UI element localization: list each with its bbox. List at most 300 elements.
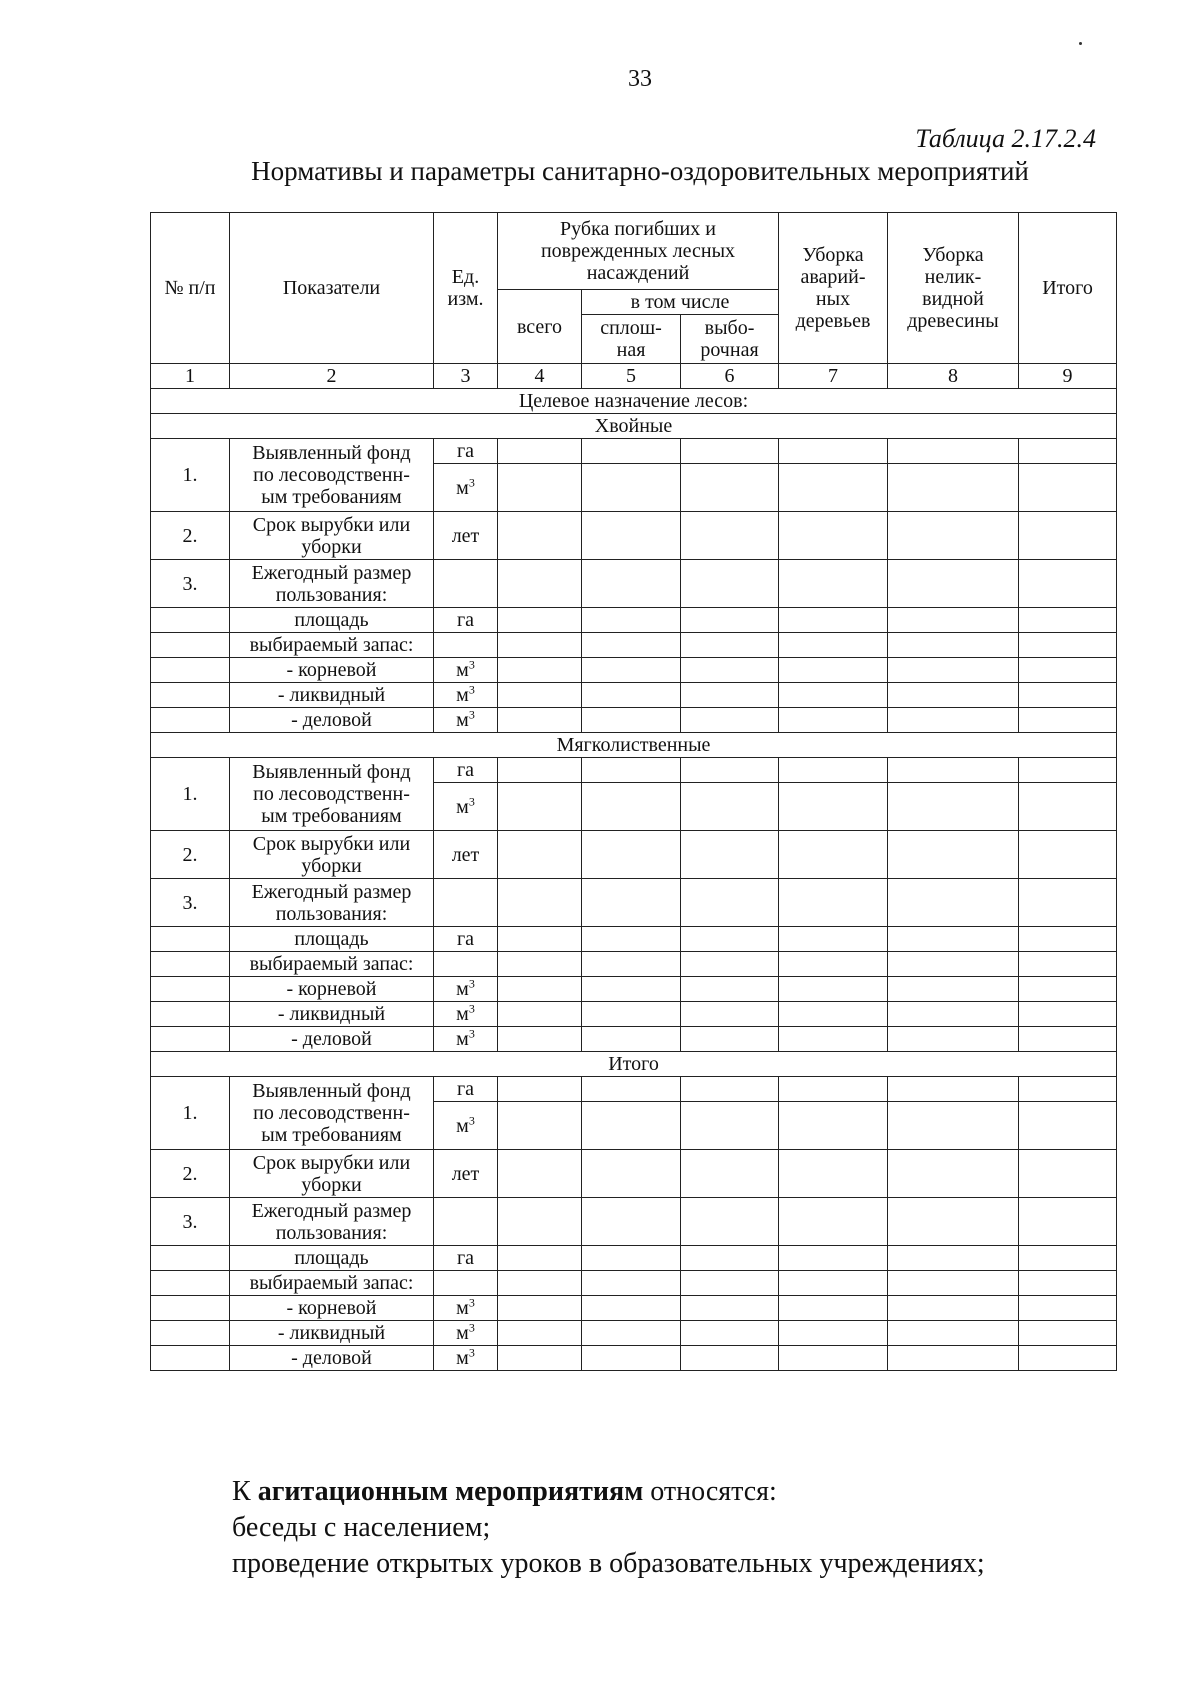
value-cell (498, 977, 582, 1002)
section-title: Итого (151, 1052, 1117, 1077)
header-indicators: Показатели (230, 213, 434, 364)
value-cell (582, 879, 681, 927)
value-cell (779, 1002, 888, 1027)
value-cell (582, 608, 681, 633)
value-cell (1019, 952, 1117, 977)
row-label: Ежегодный размер пользования: (230, 560, 434, 608)
value-cell (888, 783, 1019, 831)
unit-cell (434, 879, 498, 927)
header-row-1 (151, 213, 1117, 290)
value-cell (582, 1246, 681, 1271)
value-cell (498, 1296, 582, 1321)
value-cell (888, 879, 1019, 927)
value-cell (779, 1346, 888, 1371)
value-cell (498, 1346, 582, 1371)
row-number (151, 952, 230, 977)
col-number: 1 (151, 364, 230, 389)
value-cell (498, 1198, 582, 1246)
row-label: - ликвидный (230, 1321, 434, 1346)
value-cell (888, 512, 1019, 560)
row-number: 2. (151, 831, 230, 879)
value-cell (1019, 783, 1117, 831)
value-cell (779, 1077, 888, 1102)
value-cell (1019, 758, 1117, 783)
row-label: - деловой (230, 708, 434, 733)
value-cell (888, 977, 1019, 1002)
row-number (151, 977, 230, 1002)
agitation-item: проведение открытых уроков в образовательных учреждениях; (232, 1548, 985, 1579)
row-label: выбираемый запас: (230, 1271, 434, 1296)
value-cell (498, 1027, 582, 1052)
value-cell (582, 1077, 681, 1102)
value-cell (779, 708, 888, 733)
value-cell (1019, 1077, 1117, 1102)
value-cell (779, 512, 888, 560)
value-cell (681, 658, 779, 683)
value-cell (1019, 879, 1117, 927)
unit-cell: га (434, 927, 498, 952)
unit-cell: $м^3$ (434, 1296, 498, 1321)
table-row (151, 708, 1117, 733)
unit-cell: $м^3$ (434, 683, 498, 708)
table-row (151, 831, 1117, 879)
value-cell (1019, 683, 1117, 708)
value-cell (498, 708, 582, 733)
row-label: - корневой (230, 658, 434, 683)
value-cell (888, 1246, 1019, 1271)
norms-table (150, 212, 1117, 1371)
header-sum: Итого (1019, 213, 1117, 364)
table-row (151, 977, 1117, 1002)
row-label: площадь (230, 927, 434, 952)
value-cell (582, 633, 681, 658)
value-cell (681, 758, 779, 783)
value-cell (1019, 512, 1117, 560)
unit-cell (434, 560, 498, 608)
value-cell (681, 952, 779, 977)
value-cell (681, 1077, 779, 1102)
value-cell (498, 683, 582, 708)
row-label: Ежегодный размер пользования: (230, 879, 434, 927)
unit-cell: га (434, 608, 498, 633)
row-label: Срок вырубки или уборки (230, 512, 434, 560)
value-cell (779, 927, 888, 952)
unit-cell: $м^3$ (434, 1346, 498, 1371)
col-number: 7 (779, 364, 888, 389)
value-cell (582, 439, 681, 464)
value-cell (779, 1246, 888, 1271)
purpose-row (151, 389, 1117, 414)
purpose-label: Целевое назначение лесов: (151, 389, 1117, 414)
table-row (151, 683, 1117, 708)
section-header-row (151, 414, 1117, 439)
value-cell (681, 608, 779, 633)
unit-cell: лет (434, 1150, 498, 1198)
row-label: - деловой (230, 1027, 434, 1052)
value-cell (681, 1246, 779, 1271)
header-selective: выбо- рочная (681, 315, 779, 364)
value-cell (681, 1321, 779, 1346)
value-cell (582, 927, 681, 952)
row-number (151, 1246, 230, 1271)
col-number: 8 (888, 364, 1019, 389)
value-cell (582, 1321, 681, 1346)
row-label: - ликвидный (230, 1002, 434, 1027)
value-cell (1019, 927, 1117, 952)
table-row (151, 633, 1117, 658)
unit-cell: лет (434, 831, 498, 879)
row-number (151, 608, 230, 633)
value-cell (681, 633, 779, 658)
value-cell (582, 708, 681, 733)
value-cell (498, 831, 582, 879)
row-number: 1. (151, 1077, 230, 1150)
row-number: 3. (151, 1198, 230, 1246)
row-label: площадь (230, 608, 434, 633)
unit-cell: $м^3$ (434, 977, 498, 1002)
table-row (151, 1271, 1117, 1296)
row-label: - деловой (230, 1346, 434, 1371)
row-label: Срок вырубки или уборки (230, 831, 434, 879)
value-cell (1019, 439, 1117, 464)
value-cell (582, 1271, 681, 1296)
value-cell (498, 1002, 582, 1027)
value-cell (779, 439, 888, 464)
value-cell (888, 1321, 1019, 1346)
unit-cell: $м^3$ (434, 783, 498, 831)
value-cell (779, 952, 888, 977)
value-cell (681, 683, 779, 708)
table-row (151, 1027, 1117, 1052)
value-cell (779, 783, 888, 831)
value-cell (681, 831, 779, 879)
sections-body (151, 414, 1117, 1371)
section-header-row (151, 733, 1117, 758)
value-cell (582, 560, 681, 608)
row-number: 1. (151, 758, 230, 831)
value-cell (582, 1002, 681, 1027)
row-number (151, 708, 230, 733)
row-label: выбираемый запас: (230, 952, 434, 977)
value-cell (779, 633, 888, 658)
value-cell (779, 831, 888, 879)
row-label: Выявленный фонд по лесоводственн- ым требованиям (230, 758, 434, 831)
row-number: 2. (151, 1150, 230, 1198)
value-cell (888, 560, 1019, 608)
scan-dot (1079, 42, 1082, 45)
value-cell (779, 608, 888, 633)
table-row (151, 952, 1117, 977)
value-cell (1019, 1346, 1117, 1371)
unit-cell: га (434, 1246, 498, 1271)
unit-cell: лет (434, 512, 498, 560)
header-cutting: Рубка погибших и поврежденных лесных насаждений (498, 213, 779, 290)
value-cell (779, 1198, 888, 1246)
value-cell (1019, 1198, 1117, 1246)
value-cell (498, 439, 582, 464)
value-cell (888, 1002, 1019, 1027)
table-row (151, 1002, 1117, 1027)
value-cell (888, 1102, 1019, 1150)
value-cell (498, 1321, 582, 1346)
value-cell (498, 633, 582, 658)
value-cell (1019, 1246, 1117, 1271)
agitation-item: беседы с населением; (232, 1512, 491, 1543)
row-number (151, 1346, 230, 1371)
row-label: - ликвидный (230, 683, 434, 708)
table-row (151, 879, 1117, 927)
table-row (151, 1346, 1117, 1371)
value-cell (681, 977, 779, 1002)
row-number (151, 1271, 230, 1296)
value-cell (779, 1150, 888, 1198)
value-cell (582, 977, 681, 1002)
value-cell (1019, 1102, 1117, 1150)
section-title: Мягколиственные (151, 733, 1117, 758)
table-row (151, 560, 1117, 608)
table-row (151, 1150, 1117, 1198)
value-cell (498, 658, 582, 683)
value-cell (582, 1150, 681, 1198)
value-cell (582, 783, 681, 831)
value-cell (779, 758, 888, 783)
value-cell (681, 783, 779, 831)
value-cell (582, 512, 681, 560)
value-cell (498, 560, 582, 608)
unit-cell (434, 952, 498, 977)
unit-cell: га (434, 439, 498, 464)
value-cell (498, 1246, 582, 1271)
value-cell (1019, 464, 1117, 512)
value-cell (779, 1296, 888, 1321)
value-cell (1019, 1271, 1117, 1296)
unit-cell (434, 1198, 498, 1246)
value-cell (888, 1296, 1019, 1321)
value-cell (1019, 1002, 1117, 1027)
row-label: Срок вырубки или уборки (230, 1150, 434, 1198)
value-cell (582, 464, 681, 512)
row-label: Выявленный фонд по лесоводственн- ым требованиям (230, 1077, 434, 1150)
table-row (151, 608, 1117, 633)
value-cell (888, 683, 1019, 708)
value-cell (582, 1346, 681, 1371)
table-label: Таблица 2.17.2.4 (915, 124, 1096, 153)
value-cell (498, 927, 582, 952)
value-cell (779, 879, 888, 927)
section-header-row (151, 1052, 1117, 1077)
unit-cell: $м^3$ (434, 1321, 498, 1346)
unit-cell: га (434, 1077, 498, 1102)
value-cell (681, 464, 779, 512)
header-num: № п/п (151, 213, 230, 364)
value-cell (498, 879, 582, 927)
value-cell (582, 1198, 681, 1246)
value-cell (779, 1321, 888, 1346)
header-total-sub: всего (498, 290, 582, 364)
value-cell (888, 464, 1019, 512)
table-row (151, 1246, 1117, 1271)
value-cell (681, 1198, 779, 1246)
row-number: 3. (151, 879, 230, 927)
value-cell (681, 1027, 779, 1052)
table-row (151, 439, 1117, 464)
col-number: 2 (230, 364, 434, 389)
header-illiquid: Уборка нелик- видной древесины (888, 213, 1019, 364)
row-label: - корневой (230, 977, 434, 1002)
header-emergency: Уборка аварий- ных деревьев (779, 213, 888, 364)
table-title: Нормативы и параметры санитарно-оздоровительных мероприятий (251, 156, 1029, 186)
value-cell (681, 879, 779, 927)
value-cell (888, 608, 1019, 633)
col-number: 3 (434, 364, 498, 389)
value-cell (1019, 608, 1117, 633)
value-cell (1019, 1296, 1117, 1321)
table-row (151, 927, 1117, 952)
row-number: 2. (151, 512, 230, 560)
value-cell (888, 831, 1019, 879)
table-row (151, 512, 1117, 560)
value-cell (779, 1027, 888, 1052)
value-cell (888, 1198, 1019, 1246)
value-cell (681, 1002, 779, 1027)
page-number: 33 (628, 66, 652, 92)
value-cell (498, 1077, 582, 1102)
row-number (151, 658, 230, 683)
value-cell (582, 658, 681, 683)
value-cell (1019, 708, 1117, 733)
unit-cell: $м^3$ (434, 1027, 498, 1052)
unit-cell (434, 633, 498, 658)
value-cell (888, 758, 1019, 783)
col-number: 6 (681, 364, 779, 389)
value-cell (779, 658, 888, 683)
col-number: 5 (582, 364, 681, 389)
table-row (151, 1321, 1117, 1346)
value-cell (779, 464, 888, 512)
row-number (151, 1027, 230, 1052)
row-label: выбираемый запас: (230, 633, 434, 658)
header-unit: Ед. изм. (434, 213, 498, 364)
value-cell (888, 927, 1019, 952)
value-cell (1019, 1027, 1117, 1052)
value-cell (681, 708, 779, 733)
row-number (151, 683, 230, 708)
row-number (151, 1296, 230, 1321)
row-number (151, 927, 230, 952)
value-cell (779, 1102, 888, 1150)
agitation-intro: К агитационным мероприятиям относятся: (232, 1476, 777, 1507)
value-cell (498, 1150, 582, 1198)
value-cell (888, 1271, 1019, 1296)
value-cell (888, 1150, 1019, 1198)
column-numbers-row (151, 364, 1117, 389)
value-cell (1019, 1321, 1117, 1346)
value-cell (582, 1027, 681, 1052)
value-cell (681, 1271, 779, 1296)
value-cell (681, 1150, 779, 1198)
unit-cell (434, 1271, 498, 1296)
table-row (151, 758, 1117, 783)
agitation-bold: агитационным мероприятиям (257, 1476, 644, 1507)
value-cell (681, 927, 779, 952)
unit-cell: $м^3$ (434, 1102, 498, 1150)
value-cell (779, 1271, 888, 1296)
row-label: Выявленный фонд по лесоводственн- ым требованиям (230, 439, 434, 512)
value-cell (888, 658, 1019, 683)
unit-cell: $м^3$ (434, 708, 498, 733)
table-row (151, 658, 1117, 683)
value-cell (681, 439, 779, 464)
row-number (151, 1002, 230, 1027)
value-cell (498, 1271, 582, 1296)
value-cell (779, 683, 888, 708)
row-label: - корневой (230, 1296, 434, 1321)
table-row (151, 1077, 1117, 1102)
value-cell (582, 683, 681, 708)
value-cell (681, 1346, 779, 1371)
unit-cell: $м^3$ (434, 464, 498, 512)
value-cell (1019, 977, 1117, 1002)
value-cell (888, 1027, 1019, 1052)
value-cell (498, 512, 582, 560)
section-title: Хвойные (151, 414, 1117, 439)
value-cell (1019, 560, 1117, 608)
value-cell (1019, 1150, 1117, 1198)
value-cell (498, 608, 582, 633)
body-text (232, 1474, 985, 1582)
value-cell (888, 633, 1019, 658)
value-cell (498, 464, 582, 512)
unit-cell: га (434, 758, 498, 783)
row-label: Ежегодный размер пользования: (230, 1198, 434, 1246)
col-number: 4 (498, 364, 582, 389)
value-cell (681, 1102, 779, 1150)
row-number: 1. (151, 439, 230, 512)
unit-cell: $м^3$ (434, 658, 498, 683)
header-incl: в том числе (582, 290, 779, 315)
value-cell (582, 758, 681, 783)
col-number: 9 (1019, 364, 1117, 389)
value-cell (582, 1102, 681, 1150)
table-row (151, 1198, 1117, 1246)
value-cell (498, 783, 582, 831)
table-row (151, 1296, 1117, 1321)
value-cell (498, 952, 582, 977)
value-cell (681, 1296, 779, 1321)
value-cell (888, 1077, 1019, 1102)
value-cell (498, 758, 582, 783)
value-cell (888, 952, 1019, 977)
value-cell (498, 1102, 582, 1150)
value-cell (582, 831, 681, 879)
value-cell (888, 1346, 1019, 1371)
value-cell (681, 560, 779, 608)
row-number (151, 1321, 230, 1346)
value-cell (1019, 831, 1117, 879)
value-cell (582, 952, 681, 977)
header-solid: сплош- ная (582, 315, 681, 364)
row-number: 3. (151, 560, 230, 608)
value-cell (779, 560, 888, 608)
row-label: площадь (230, 1246, 434, 1271)
value-cell (888, 708, 1019, 733)
value-cell (779, 977, 888, 1002)
value-cell (582, 1296, 681, 1321)
value-cell (681, 512, 779, 560)
value-cell (1019, 658, 1117, 683)
unit-cell: $м^3$ (434, 1002, 498, 1027)
row-number (151, 633, 230, 658)
